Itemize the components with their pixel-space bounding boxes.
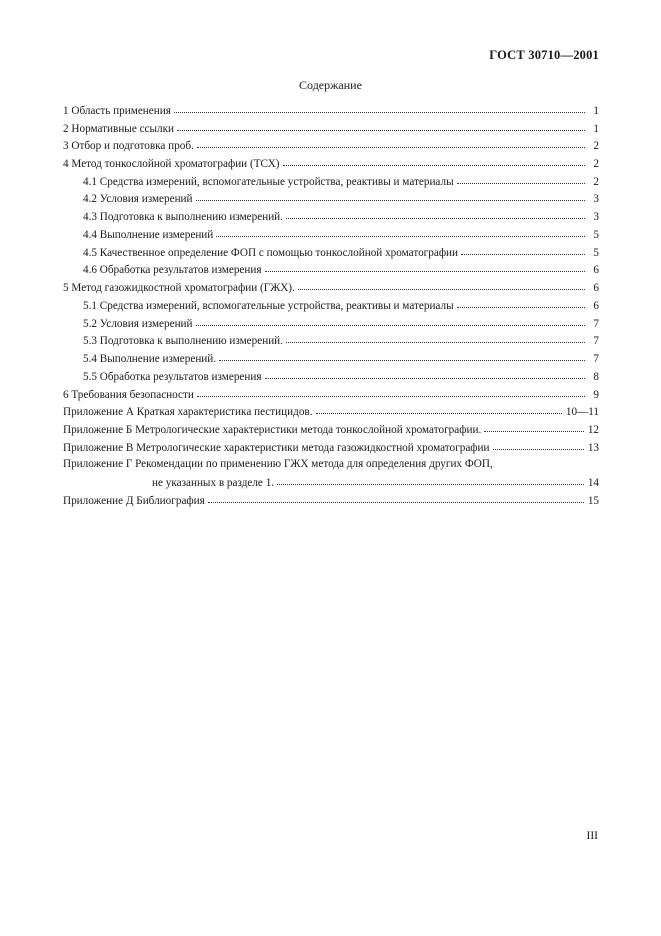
dot-leader [197,385,585,397]
toc-entry[interactable] [152,474,599,489]
toc-entry-page: 15 [587,495,599,507]
document-number: ГОСТ 30710—2001 [489,48,599,62]
toc-entry-label: 5.2 Условия измерений [83,318,193,330]
toc-entry[interactable] [83,226,599,241]
toc-entry-page: 2 [593,176,599,188]
toc-entry-label: 5.5 Обработка результатов измерения [83,371,262,383]
dot-leader [461,243,585,255]
toc-entry[interactable] [63,137,599,152]
toc-entry-page: 10—11 [565,406,599,418]
toc-entry[interactable] [63,386,599,401]
toc-entry-label: 1 Область применения [63,105,171,117]
dot-leader [208,491,584,503]
toc-entry[interactable] [83,332,599,347]
toc-entry[interactable] [63,279,599,294]
dot-leader [286,207,585,219]
toc-entry-label-first-line[interactable]: Приложение Г Рекомендации по применению ГЖХ метода для определения других ФОП, [63,458,493,470]
toc-entry-page: 5 [593,247,599,259]
toc-entry-page: 8 [593,371,599,383]
toc-entry-label: 4.1 Средства измерений, вспомогательные устройства, реактивы и материалы [83,176,454,188]
toc-entry-label: 5.4 Выполнение измерений. [83,353,217,365]
toc-entry-label: Приложение В Метрологические характеристики метода газожидкостной хроматографии [63,442,490,454]
toc-entry[interactable] [83,297,599,312]
page-number: III [586,830,598,842]
toc-entry-label: 4.4 Выполнение измерений [83,229,214,241]
dot-leader [216,225,585,237]
toc-entry-label: 5 Метод газожидкостной хроматографии (ГЖХ). [63,282,295,294]
toc-entry[interactable] [63,421,599,436]
dot-leader [177,119,585,131]
toc-entry[interactable] [63,403,599,418]
dot-leader [484,420,584,432]
dot-leader [196,314,585,326]
toc-entry[interactable] [83,190,599,205]
dot-leader [277,473,584,485]
toc-entry-page: 9 [593,389,599,401]
dot-leader [286,331,585,343]
toc-entry[interactable] [83,261,599,276]
toc-entry-page: 2 [593,158,599,170]
toc-entry-page: 7 [593,353,599,365]
dot-leader [457,172,585,184]
dot-leader [197,136,585,148]
toc-entry[interactable] [83,173,599,188]
toc-entry-page: 7 [593,318,599,330]
toc-entry-label: не указанных в разделе 1. [152,477,275,489]
toc-entry-label: Приложение А Краткая характеристика пестицидов. [63,406,313,418]
toc-entry-page: 3 [593,193,599,205]
dot-leader [316,402,562,414]
toc-entry[interactable] [83,244,599,259]
dot-leader [196,189,585,201]
toc-entry-page: 1 [593,123,599,135]
dot-leader [493,438,584,450]
dot-leader [265,260,586,272]
toc-entry-label: 2 Нормативные ссылки [63,123,175,135]
dot-leader [283,154,586,166]
toc-entry-label: 6 Требования безопасности [63,389,194,401]
toc-entry-page: 13 [587,442,599,454]
toc-entry[interactable] [63,155,599,170]
toc-entry-page: 12 [587,424,599,436]
toc-entry-label: 4.5 Качественное определение ФОП с помощью тонкослойной хроматографии [83,247,459,259]
toc-entry-page: 2 [593,140,599,152]
toc-entry-label: 5.3 Подготовка к выполнению измерений. [83,335,283,347]
toc-entry[interactable] [83,208,599,223]
toc-entry-label: Приложение Б Метрологические характеристики метода тонкослойной хроматографии. [63,424,482,436]
toc-entry[interactable] [83,368,599,383]
toc-entry-page: 5 [593,229,599,241]
toc-entry-page: 6 [593,264,599,276]
toc-entry[interactable] [83,350,599,365]
toc-entry[interactable] [63,492,599,507]
dot-leader [174,101,585,113]
dot-leader [298,278,585,290]
dot-leader [457,296,585,308]
dot-leader [219,349,585,361]
toc-entry-label: 4 Метод тонкослойной хроматографии (ТСХ) [63,158,280,170]
toc-entry-page: 6 [593,282,599,294]
toc-entry[interactable] [63,120,599,135]
toc-entry-label: 3 Отбор и подготовка проб. [63,140,194,152]
toc-entry-label: 4.3 Подготовка к выполнению измерений. [83,211,283,223]
toc-entry-page: 7 [593,335,599,347]
dot-leader [265,367,586,379]
toc-entry-page: 3 [593,211,599,223]
toc-entry-label: 5.1 Средства измерений, вспомогательные устройства, реактивы и материалы [83,300,454,312]
toc-entry-label: 4.6 Обработка результатов измерения [83,264,262,276]
toc-entry[interactable] [63,102,599,117]
toc-entry-page: 6 [593,300,599,312]
toc-entry-label: Приложение Д Библиография [63,495,205,507]
toc-entry-page: 1 [593,105,599,117]
toc-title: Содержание [299,78,362,92]
toc-entry[interactable] [83,315,599,330]
toc-entry[interactable] [63,439,599,454]
toc-entry-page: 14 [587,477,599,489]
toc-entry-label: 4.2 Условия измерений [83,193,193,205]
